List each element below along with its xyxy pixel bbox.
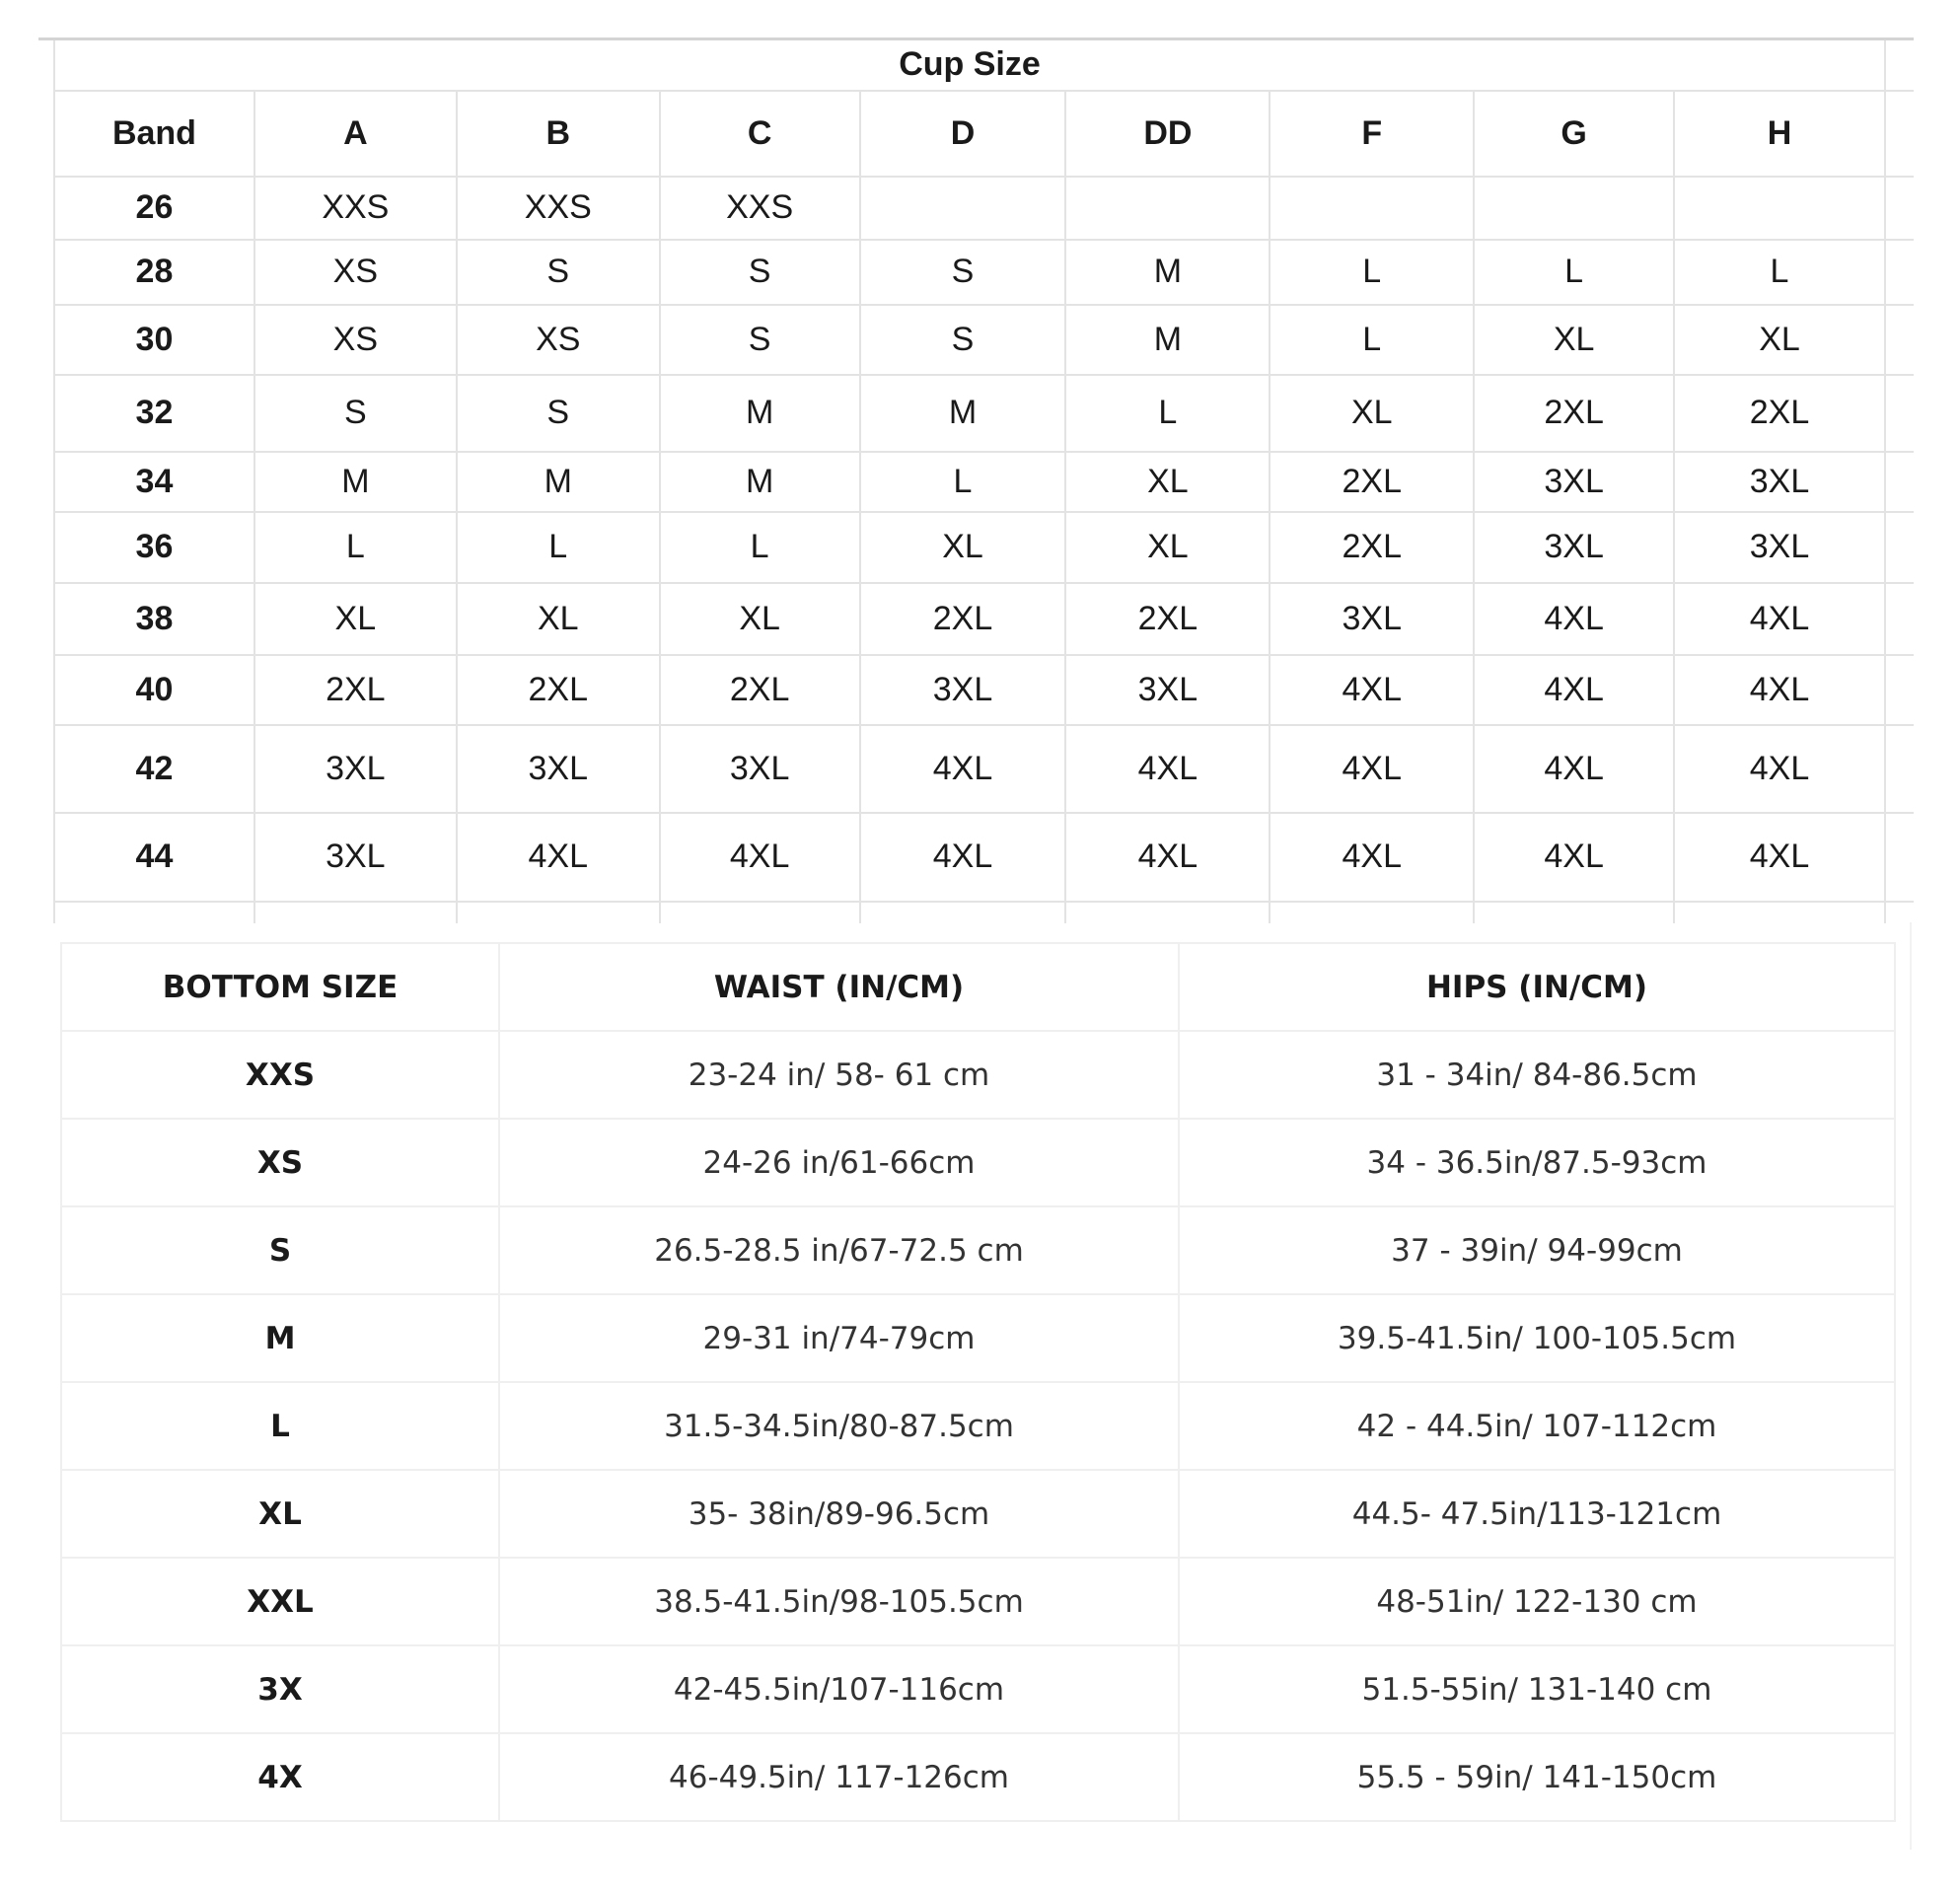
- size-cell: 3XL: [1674, 452, 1885, 512]
- size-cell: L: [660, 512, 860, 583]
- size-cell: [1065, 177, 1270, 240]
- cup-size-header-row: [54, 39, 1914, 91]
- size-cell: XL: [1065, 512, 1270, 583]
- size-cell: XL: [660, 583, 860, 655]
- hips-value: 31 - 34in/ 84-86.5cm: [1179, 1031, 1895, 1119]
- size-cell: 2XL: [254, 655, 457, 725]
- size-cell: [1270, 177, 1474, 240]
- bottom-size-header: BOTTOM SIZE: [61, 943, 499, 1031]
- size-cell: XS: [254, 305, 457, 375]
- size-cell: 2XL: [660, 655, 860, 725]
- band-value: 32: [54, 375, 254, 452]
- bottom-header-row: [61, 943, 1895, 1031]
- bottom-size-row: [61, 1031, 1895, 1119]
- size-cell: L: [1270, 240, 1474, 305]
- spare-cell: [1885, 452, 1914, 512]
- band-header: Band: [54, 91, 254, 177]
- empty-cell: [1674, 902, 1885, 923]
- size-cell: [1674, 177, 1885, 240]
- band-row: [54, 177, 1914, 240]
- size-value: XS: [61, 1119, 499, 1206]
- size-cell: M: [457, 452, 660, 512]
- size-value: XXL: [61, 1558, 499, 1645]
- size-value: XL: [61, 1470, 499, 1558]
- bottom-size-row: [61, 1558, 1895, 1645]
- divider: [1910, 922, 1912, 1850]
- size-cell: XL: [254, 583, 457, 655]
- bottom-size-row: [61, 1119, 1895, 1206]
- size-cell: 4XL: [860, 813, 1066, 902]
- size-cell: M: [660, 452, 860, 512]
- spare-cell: [1885, 305, 1914, 375]
- size-cell: 4XL: [1674, 655, 1885, 725]
- size-cell: S: [660, 305, 860, 375]
- band-value: 26: [54, 177, 254, 240]
- cup-header: D: [860, 91, 1066, 177]
- waist-value: 38.5-41.5in/98-105.5cm: [499, 1558, 1179, 1645]
- band-row: [54, 655, 1914, 725]
- spare-cell: [1885, 813, 1914, 902]
- waist-value: 26.5-28.5 in/67-72.5 cm: [499, 1206, 1179, 1294]
- size-cell: 4XL: [860, 725, 1066, 813]
- empty-cell: [457, 902, 660, 923]
- size-value: XXS: [61, 1031, 499, 1119]
- size-cell: S: [457, 240, 660, 305]
- empty-cell: [860, 902, 1066, 923]
- size-cell: XS: [457, 305, 660, 375]
- size-cell: M: [1065, 305, 1270, 375]
- cup-header: H: [1674, 91, 1885, 177]
- hips-value: 55.5 - 59in/ 141-150cm: [1179, 1733, 1895, 1821]
- hips-header: HIPS (IN/CM): [1179, 943, 1895, 1031]
- spare-cell: [1885, 240, 1914, 305]
- cup-size-header: Cup Size: [54, 39, 1885, 91]
- size-cell: 2XL: [1270, 512, 1474, 583]
- spare-cell: [1885, 512, 1914, 583]
- band-row: [54, 813, 1914, 902]
- size-cell: 4XL: [660, 813, 860, 902]
- size-cell: [860, 177, 1066, 240]
- spare-cell: [1885, 177, 1914, 240]
- bottom-size-row: [61, 1733, 1895, 1821]
- spare-cell: [1885, 39, 1914, 91]
- size-cell: XL: [457, 583, 660, 655]
- cup-header: A: [254, 91, 457, 177]
- column-header-row: [54, 91, 1914, 177]
- empty-cell: [1474, 902, 1674, 923]
- size-cell: 3XL: [660, 725, 860, 813]
- size-cell: L: [1474, 240, 1674, 305]
- spare-cell: [1885, 375, 1914, 452]
- size-cell: 4XL: [1474, 725, 1674, 813]
- size-cell: [1474, 177, 1674, 240]
- hips-value: 42 - 44.5in/ 107-112cm: [1179, 1382, 1895, 1470]
- size-cell: XS: [254, 240, 457, 305]
- cup-header: C: [660, 91, 860, 177]
- size-cell: L: [254, 512, 457, 583]
- waist-value: 24-26 in/61-66cm: [499, 1119, 1179, 1206]
- size-cell: L: [1270, 305, 1474, 375]
- cup-header: DD: [1065, 91, 1270, 177]
- size-cell: XL: [860, 512, 1066, 583]
- band-row: [54, 512, 1914, 583]
- band-value: 28: [54, 240, 254, 305]
- size-cell: S: [860, 305, 1066, 375]
- waist-value: 46-49.5in/ 117-126cm: [499, 1733, 1179, 1821]
- size-cell: L: [1065, 375, 1270, 452]
- cup-header: B: [457, 91, 660, 177]
- size-cell: M: [660, 375, 860, 452]
- size-cell: L: [860, 452, 1066, 512]
- size-cell: 3XL: [1270, 583, 1474, 655]
- size-cell: M: [860, 375, 1066, 452]
- bottom-size-row: [61, 1645, 1895, 1733]
- band-row: [54, 375, 1914, 452]
- bottom-size-table: [60, 942, 1896, 1822]
- size-cell: M: [1065, 240, 1270, 305]
- hips-value: 48-51in/ 122-130 cm: [1179, 1558, 1895, 1645]
- bottom-size-row: [61, 1206, 1895, 1294]
- size-cell: L: [1674, 240, 1885, 305]
- band-row: [54, 240, 1914, 305]
- size-cell: XXS: [254, 177, 457, 240]
- band-row: [54, 725, 1914, 813]
- size-cell: 4XL: [1474, 655, 1674, 725]
- hips-value: 37 - 39in/ 94-99cm: [1179, 1206, 1895, 1294]
- size-cell: XL: [1474, 305, 1674, 375]
- size-value: S: [61, 1206, 499, 1294]
- size-cell: XXS: [660, 177, 860, 240]
- empty-cell: [54, 902, 254, 923]
- size-cell: L: [457, 512, 660, 583]
- spare-cell: [1885, 655, 1914, 725]
- size-cell: 3XL: [254, 813, 457, 902]
- hips-value: 34 - 36.5in/87.5-93cm: [1179, 1119, 1895, 1206]
- size-cell: 4XL: [1674, 583, 1885, 655]
- band-row: [54, 583, 1914, 655]
- size-value: L: [61, 1382, 499, 1470]
- size-cell: 4XL: [1270, 655, 1474, 725]
- bottom-size-row: [61, 1382, 1895, 1470]
- size-cell: 2XL: [1065, 583, 1270, 655]
- size-cell: 3XL: [1674, 512, 1885, 583]
- empty-cell: [254, 902, 457, 923]
- size-cell: XL: [1065, 452, 1270, 512]
- empty-cell: [1885, 902, 1914, 923]
- size-cell: 4XL: [1674, 725, 1885, 813]
- cup-header: G: [1474, 91, 1674, 177]
- size-cell: 4XL: [1270, 813, 1474, 902]
- spare-cell: [1885, 725, 1914, 813]
- size-cell: 3XL: [457, 725, 660, 813]
- size-cell: 4XL: [1674, 813, 1885, 902]
- band-value: 44: [54, 813, 254, 902]
- size-cell: 3XL: [1474, 452, 1674, 512]
- size-cell: 2XL: [1270, 452, 1474, 512]
- bra-size-table: [53, 37, 1914, 923]
- waist-value: 29-31 in/74-79cm: [499, 1294, 1179, 1382]
- size-cell: XXS: [457, 177, 660, 240]
- size-cell: XL: [1270, 375, 1474, 452]
- band-row: [54, 452, 1914, 512]
- size-cell: 3XL: [1474, 512, 1674, 583]
- size-cell: 4XL: [457, 813, 660, 902]
- waist-value: 35- 38in/89-96.5cm: [499, 1470, 1179, 1558]
- size-cell: 4XL: [1065, 725, 1270, 813]
- size-cell: S: [254, 375, 457, 452]
- size-cell: 3XL: [1065, 655, 1270, 725]
- size-value: M: [61, 1294, 499, 1382]
- band-value: 38: [54, 583, 254, 655]
- spare-cell: [1885, 583, 1914, 655]
- size-cell: 3XL: [860, 655, 1066, 725]
- size-cell: S: [660, 240, 860, 305]
- waist-value: 23-24 in/ 58- 61 cm: [499, 1031, 1179, 1119]
- size-cell: S: [457, 375, 660, 452]
- band-value: 30: [54, 305, 254, 375]
- waist-header: WAIST (IN/CM): [499, 943, 1179, 1031]
- size-cell: 2XL: [1474, 375, 1674, 452]
- size-cell: 2XL: [1674, 375, 1885, 452]
- hips-value: 39.5-41.5in/ 100-105.5cm: [1179, 1294, 1895, 1382]
- waist-value: 31.5-34.5in/80-87.5cm: [499, 1382, 1179, 1470]
- size-cell: XL: [1674, 305, 1885, 375]
- empty-cell: [660, 902, 860, 923]
- size-cell: 4XL: [1065, 813, 1270, 902]
- spare-cell: [1885, 91, 1914, 177]
- size-cell: 2XL: [457, 655, 660, 725]
- size-cell: 3XL: [254, 725, 457, 813]
- size-value: 4X: [61, 1733, 499, 1821]
- size-cell: 4XL: [1474, 583, 1674, 655]
- bottom-size-row: [61, 1294, 1895, 1382]
- size-cell: 4XL: [1474, 813, 1674, 902]
- empty-cell: [1270, 902, 1474, 923]
- hips-value: 51.5-55in/ 131-140 cm: [1179, 1645, 1895, 1733]
- waist-value: 42-45.5in/107-116cm: [499, 1645, 1179, 1733]
- band-value: 42: [54, 725, 254, 813]
- cup-header: F: [1270, 91, 1474, 177]
- size-cell: 2XL: [860, 583, 1066, 655]
- band-value: 36: [54, 512, 254, 583]
- band-value: 40: [54, 655, 254, 725]
- empty-row: [54, 902, 1914, 923]
- band-row: [54, 305, 1914, 375]
- band-value: 34: [54, 452, 254, 512]
- size-cell: S: [860, 240, 1066, 305]
- size-cell: 4XL: [1270, 725, 1474, 813]
- hips-value: 44.5- 47.5in/113-121cm: [1179, 1470, 1895, 1558]
- bottom-size-row: [61, 1470, 1895, 1558]
- size-value: 3X: [61, 1645, 499, 1733]
- empty-cell: [1065, 902, 1270, 923]
- size-cell: M: [254, 452, 457, 512]
